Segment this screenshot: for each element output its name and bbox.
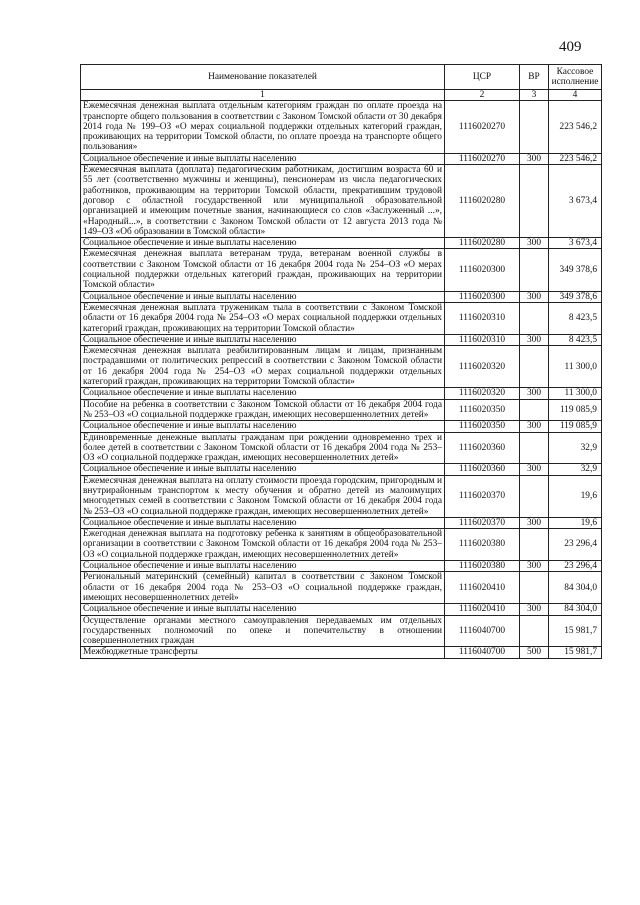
row-vr [520, 475, 549, 517]
row-name: Социальное обеспечение и иные выплаты населению [81, 604, 445, 615]
row-name: Социальное обеспечение и иные выплаты населению [81, 238, 445, 249]
row-name: Социальное обеспечение и иные выплаты населению [81, 421, 445, 432]
row-vr: 300 [520, 153, 549, 164]
row-name: Ежемесячная денежная выплата реабилитированным лицам и лицам, признанным пострадавшими от политических репрессий в соответствии с Законом Томской области от 16 декабря 2004 года № 254–ОЗ «О мерах социальной поддержки отдельных категорий граждан, проживающих на территории Томской области» [81, 346, 445, 388]
row-amount: 15 981,7 [549, 615, 602, 647]
table-row [81, 464, 602, 475]
table-row [81, 346, 602, 388]
row-csr: 1116020320 [445, 388, 520, 399]
row-csr: 1116040700 [445, 647, 520, 658]
row-csr: 1116020410 [445, 604, 520, 615]
table-row [81, 302, 602, 334]
row-amount: 349 378,6 [549, 291, 602, 302]
row-vr: 300 [520, 561, 549, 572]
table-row [81, 604, 602, 615]
row-csr: 1116020300 [445, 291, 520, 302]
index-cell: 3 [520, 90, 549, 101]
table-row [81, 517, 602, 528]
index-row [81, 90, 602, 101]
budget-table [80, 64, 602, 659]
row-name: Социальное обеспечение и иные выплаты населению [81, 334, 445, 345]
row-vr [520, 432, 549, 464]
row-csr: 1116020350 [445, 421, 520, 432]
table-row [81, 615, 602, 647]
row-name: Ежемесячная денежная выплата на оплату стоимости проезда городским, пригородным и внутрирайонным транспортом к месту обучения и обратно детей из малоимущих многодетных семей в соответствии с Законом Томской области от 16 декабря 2004 года № 253–ОЗ «О социальной поддержке граждан, имеющих несовершеннолетних детей» [81, 475, 445, 517]
header-row [81, 65, 602, 90]
row-vr [520, 165, 549, 238]
row-name: Социальное обеспечение и иные выплаты населению [81, 388, 445, 399]
row-amount: 223 546,2 [549, 101, 602, 153]
row-name: Социальное обеспечение и иные выплаты населению [81, 153, 445, 164]
table-row [81, 101, 602, 153]
row-name: Ежемесячная денежная выплата ветеранам труда, ветеранам военной службы в соответствии с Законом Томской области от 16 декабря 2004 года № 254–ОЗ «О мерах социальной поддержки отдельных категорий граждан, проживающих на территории Томской области» [81, 249, 445, 291]
row-csr: 1116020360 [445, 464, 520, 475]
row-name: Ежемесячная денежная выплата труженикам тыла в соответствии с Законом Томской области от 16 декабря 2004 года № 254–ОЗ «О мерах социальной поддержки отдельных категорий граждан, проживающих на территории Томской области» [81, 302, 445, 334]
row-name: Ежемесячная денежная выплата отдельным категориям граждан по оплате проезда на транспорте общего пользования в соответствии с Законом Томской области от 30 декабря 2014 года № 199–ОЗ «О мерах социальной поддержки отдельных категорий граждан, проживающих на территории Томской области, по оплате проезда на транспорте общего пользования» [81, 101, 445, 153]
row-vr [520, 615, 549, 647]
row-vr: 300 [520, 291, 549, 302]
row-csr: 1116020380 [445, 529, 520, 561]
row-name: Социальное обеспечение и иные выплаты населению [81, 464, 445, 475]
row-vr [520, 572, 549, 604]
row-csr: 1116020270 [445, 153, 520, 164]
row-amount: 19,6 [549, 517, 602, 528]
row-name: Социальное обеспечение и иные выплаты населению [81, 291, 445, 302]
row-csr: 1116020370 [445, 517, 520, 528]
index-cell: 2 [445, 90, 520, 101]
table-row [81, 249, 602, 291]
row-name: Пособие на ребенка в соответствии с Законом Томской области от 16 декабря 2004 года № 253–ОЗ «О социальной поддержке граждан, имеющих несовершеннолетних детей» [81, 399, 445, 421]
row-name: Социальное обеспечение и иные выплаты населению [81, 517, 445, 528]
row-amount: 84 304,0 [549, 604, 602, 615]
row-csr: 1116020380 [445, 561, 520, 572]
row-csr: 1116040700 [445, 615, 520, 647]
row-amount: 349 378,6 [549, 249, 602, 291]
row-csr: 1116020320 [445, 346, 520, 388]
row-amount: 32,9 [549, 464, 602, 475]
row-name: Региональный материнский (семейный) капитал в соответствии с Законом Томской области от 16 декабря 2004 года № 253–ОЗ «О социальной поддержке граждан, имеющих несовершеннолетних детей» [81, 572, 445, 604]
table-row [81, 238, 602, 249]
row-name: Осуществление органами местного самоуправления передаваемых им отдельных государственных полномочий по опеке и попечительству в отношении совершеннолетних граждан [81, 615, 445, 647]
row-csr: 1116020310 [445, 334, 520, 345]
row-vr: 300 [520, 464, 549, 475]
row-amount: 3 673,4 [549, 238, 602, 249]
row-amount: 8 423,5 [549, 302, 602, 334]
row-amount: 223 546,2 [549, 153, 602, 164]
row-amount: 3 673,4 [549, 165, 602, 238]
row-name: Межбюджетные трансферты [81, 647, 445, 658]
row-vr [520, 101, 549, 153]
index-cell: 4 [549, 90, 602, 101]
row-csr: 1116020310 [445, 302, 520, 334]
row-vr: 300 [520, 421, 549, 432]
table-row [81, 399, 602, 421]
row-vr [520, 302, 549, 334]
row-amount: 119 085,9 [549, 399, 602, 421]
row-vr [520, 249, 549, 291]
header-csr: ЦСР [445, 65, 520, 90]
row-name: Социальное обеспечение и иные выплаты населению [81, 561, 445, 572]
table-row [81, 561, 602, 572]
row-csr: 1116020360 [445, 432, 520, 464]
row-amount: 15 981,7 [549, 647, 602, 658]
row-amount: 19,6 [549, 475, 602, 517]
table-row [81, 529, 602, 561]
row-amount: 32,9 [549, 432, 602, 464]
row-csr: 1116020270 [445, 101, 520, 153]
row-amount: 23 296,4 [549, 529, 602, 561]
header-vr: ВР [520, 65, 549, 90]
row-csr: 1116020350 [445, 399, 520, 421]
row-vr: 300 [520, 334, 549, 345]
table-row [81, 334, 602, 345]
index-cell: 1 [81, 90, 445, 101]
row-vr: 300 [520, 517, 549, 528]
row-amount: 11 300,0 [549, 388, 602, 399]
page-number: 409 [559, 39, 582, 55]
row-csr: 1116020370 [445, 475, 520, 517]
row-vr [520, 346, 549, 388]
row-vr [520, 529, 549, 561]
table-row [81, 291, 602, 302]
header-amount: Кассовое исполнение [549, 65, 602, 90]
table-row [81, 165, 602, 238]
row-csr: 1116020280 [445, 238, 520, 249]
row-vr: 300 [520, 388, 549, 399]
row-name: Единовременные денежные выплаты гражданам при рождении одновременно трех и более детей в соответствии с Законом Томской области от 16 декабря 2004 года № 253–ОЗ «О социальной поддержке граждан, имеющих несовершеннолетних детей» [81, 432, 445, 464]
table-row [81, 432, 602, 464]
table-row [81, 388, 602, 399]
header-name: Наименование показателей [81, 65, 445, 90]
row-csr: 1116020280 [445, 165, 520, 238]
row-amount: 11 300,0 [549, 346, 602, 388]
row-amount: 23 296,4 [549, 561, 602, 572]
row-amount: 84 304,0 [549, 572, 602, 604]
table-row [81, 421, 602, 432]
row-vr: 500 [520, 647, 549, 658]
table-row [81, 475, 602, 517]
row-vr [520, 399, 549, 421]
row-amount: 8 423,5 [549, 334, 602, 345]
row-csr: 1116020410 [445, 572, 520, 604]
row-vr: 300 [520, 238, 549, 249]
row-amount: 119 085,9 [549, 421, 602, 432]
table-row [81, 572, 602, 604]
table-row [81, 153, 602, 164]
row-name: Ежегодная денежная выплата на подготовку ребенка к занятиям в общеобразовательной организации в соответствии с Законом Томской области от 16 декабря 2004 года № 253–ОЗ «О социальной поддержке граждан, имеющих несовершеннолетних детей» [81, 529, 445, 561]
row-name: Ежемесячная выплата (доплата) педагогическим работникам, достигшим возраста 60 и 55 лет (соответственно мужчины и женщины), пенсионерам из числа педагогических работников, проживающим на территории Томской области, прекратившим трудовой договор с областной государственной или муниципальной образовательной организацией и имеющим почетные звания, начинающиеся со слов «Заслуженный ...», «Народный...», в соответствии с Законом Томской области от 12 августа 2013 года № 149–ОЗ «Об образовании в Томской области» [81, 165, 445, 238]
table-row [81, 647, 602, 658]
row-vr: 300 [520, 604, 549, 615]
row-csr: 1116020300 [445, 249, 520, 291]
